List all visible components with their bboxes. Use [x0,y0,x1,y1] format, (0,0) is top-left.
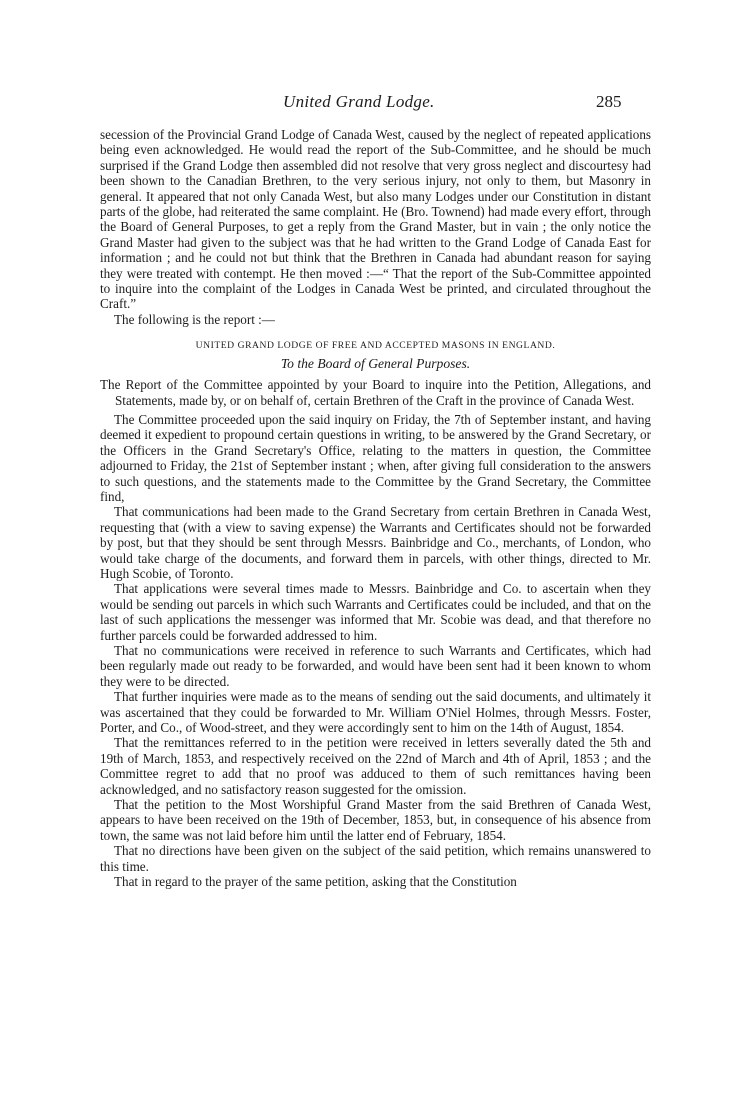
page-number: 285 [596,92,622,111]
page-body [100,127,651,890]
report-intro-line: The following is the report :— [114,311,275,327]
intro-paragraph: secession of the Provincial Grand Lodge of Canada West, caused by the neglect of repeated applications being even acknowledged. He would read the report of the Sub-Committee, and he should be much surprised if the Grand Lodge then assembled did not resolve that very gross neglect and discourtesy had been shown to the Canadian Brethren, to the very serious injury, not only to them, but Masonry in general. It appeared that not only Canada West, but also many Lodges under our Constitution in distant parts of the globe, had reiterated the same complaint. He (Bro. Townend) had made every effort, through the Board of General Purposes, to get a reply from the Grand Master, but in vain ; the only notice the Grand Master had given to the subject was that he had written to the Grand Lodge of Canada East for information ; and he could not but think that the Brethren in Canada had abundant reason for saying they were treated with contempt. He then moved :—“ That the report of the Sub-Committee appointed to inquire into the complaint of the Lodges in Canada West be printed, and circulated throughout the Craft.” [100,127,651,312]
report-paragraph-continued: That in regard to the prayer of the same petition, asking that the Constitution [114,874,517,890]
report-paragraph: That further inquiries were made as to the means of sending out the said documents, and ultimately it was ascertained that they could be forwarded to Mr. William O'Niel Holmes, through Messrs. Foster, Porter, and Co., of Wood-street, and they were accordingly sent to him on the 14th of August, 1854. [100,689,651,736]
report-paragraph: That no directions have been given on the subject of the said petition, which remains unanswered to this time. [100,843,651,874]
report-paragraph: That the remittances referred to in the petition were received in letters severally dated the 5th and 19th of March, 1853, and respectively received on the 22nd of March and 4th of April, 1853 ; and the Committee regret to add that no proof was adduced to them of such remittances having been acknowledged, and no satisfactory reason suggested for the omission. [100,735,651,797]
report-paragraph: That the petition to the Most Worshipful Grand Master from the said Brethren of Canada West, appears to have been received on the 19th of December, 1853, but, in consequence of his absence from town, the same was not laid before him until the latter end of February, 1854. [100,797,651,843]
report-heading: UNITED GRAND LODGE OF FREE AND ACCEPTED MASONS IN ENGLAND. [195,340,556,352]
report-addressee: To the Board of General Purposes. [280,355,471,371]
page-header [0,92,739,116]
report-paragraph: That applications were several times made to Messrs. Bainbridge and Co. to ascertain when they would be sending out parcels in which such Warrants and Certificates could be included, and that on the last of such applications the messenger was informed that Mr. Scobie was dead, and that therefore no further parcels could be forwarded addressed to him. [100,581,651,643]
report-paragraph: The Committee proceeded upon the said inquiry on Friday, the 7th of September instant, and having deemed it expedient to propound certain questions in writing, to be answered by the Grand Secretary, or the Officers in the Grand Secretary's Office, relating to the matters in question, the Committee adjourned to Friday, the 21st of September instant ; when, after giving full consideration to the answers to such questions, and the statements made to the Committee by the Grand Secretary, the Committee find, [100,411,651,504]
report-paragraph: That no communications were received in reference to such Warrants and Certificates, which had been regularly made out ready to be forwarded, and would have been sent had it been known to whom they were to be directed. [100,643,651,689]
report-opening: The Report of the Committee appointed by your Board to inquire into the Petition, Allegations, and Statements, made by, or on behalf of, certain Brethren of the Craft in the province of Canada West. [100,377,651,408]
report-paragraph: That communications had been made to the Grand Secretary from certain Brethren in Canada West, requesting that (with a view to saving expense) the Warrants and Certificates should not be forwarded by post, but that they should be sent through Messrs. Bainbridge and Co., merchants, of London, who would take charge of the documents, and forward them in parcels, with other things, directed to Mr. Hugh Scobie, of Toronto. [100,504,651,581]
running-title: United Grand Lodge. [283,92,435,111]
